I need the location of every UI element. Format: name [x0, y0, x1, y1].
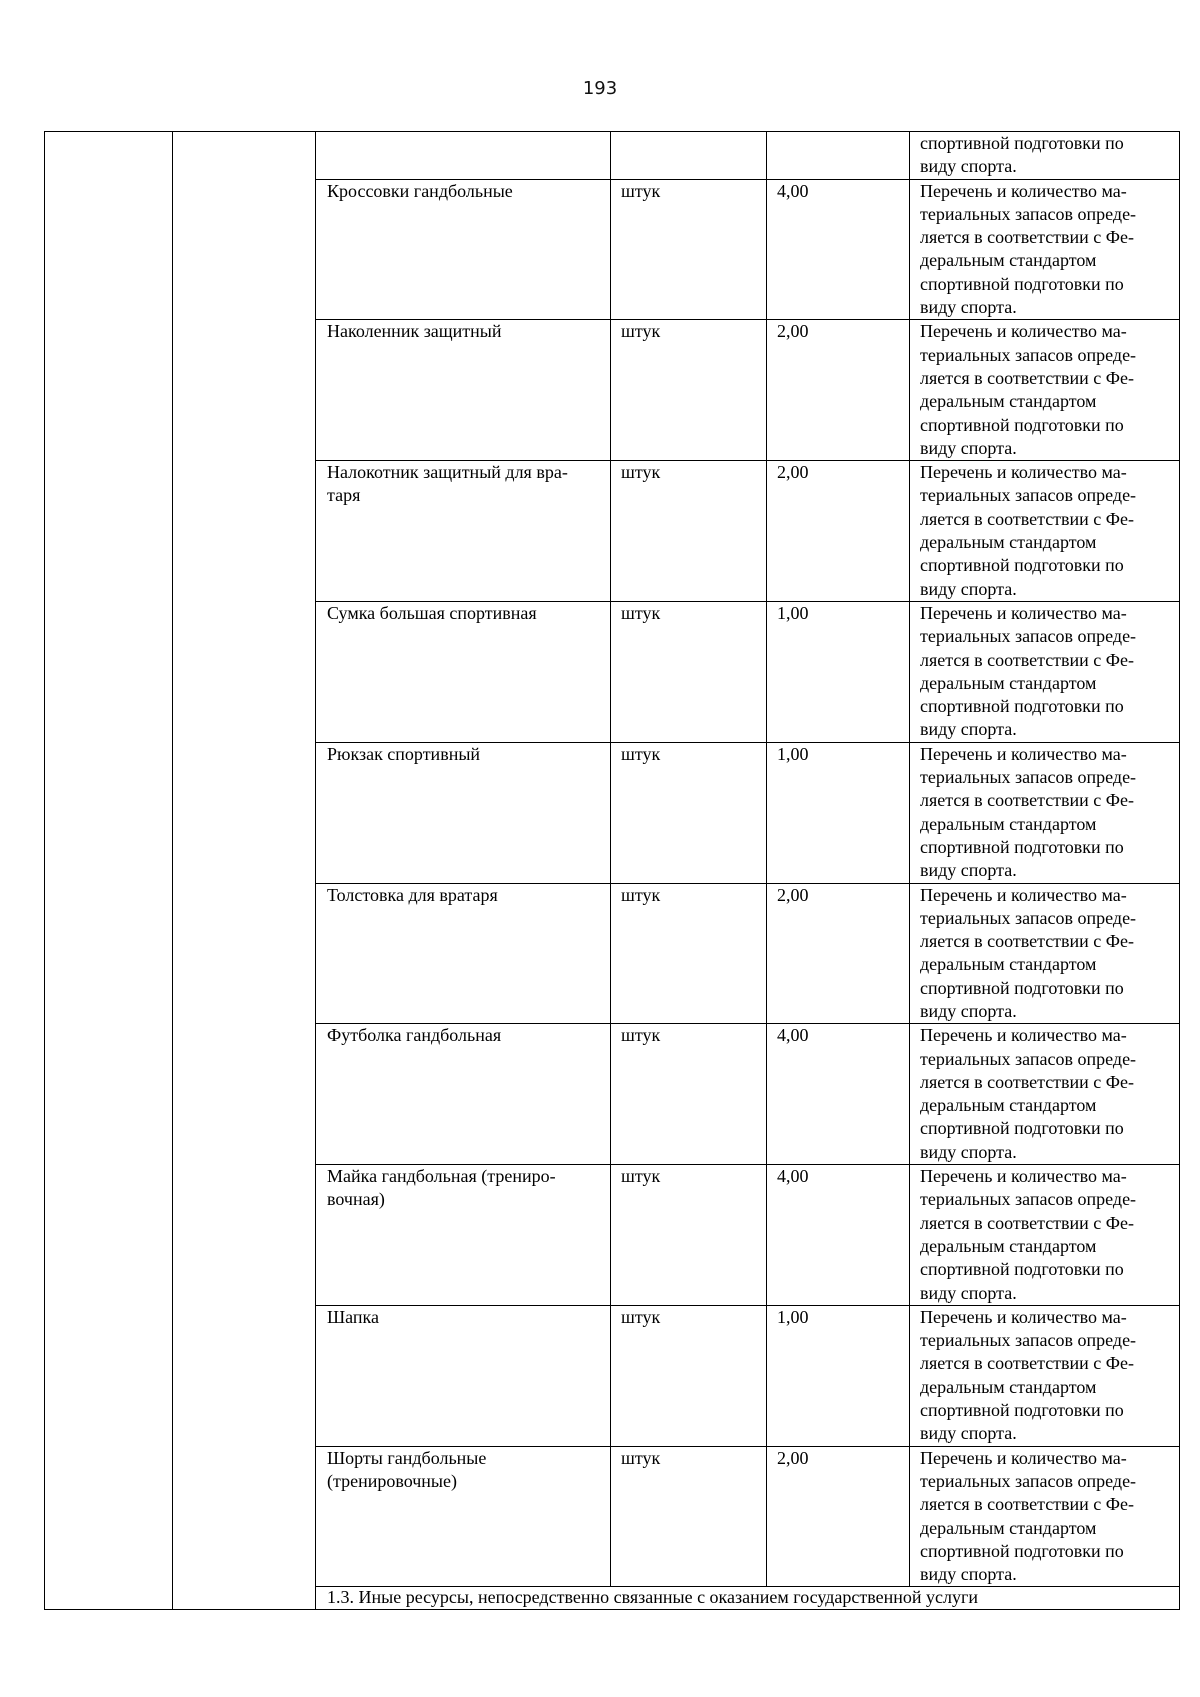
note-line: ляется в соответствии с Фе- — [920, 367, 1135, 388]
unit-cell: штук — [611, 320, 767, 461]
item-name-cell — [316, 742, 611, 883]
item-name-line: Шапка — [327, 1306, 380, 1327]
note-line: Перечень и количество ма- — [920, 743, 1127, 764]
note-line: виду спорта. — [920, 1423, 1017, 1444]
item-name-line: Наколенник защитный — [327, 321, 502, 342]
item-name-line: Толстовка для вратаря — [327, 884, 498, 905]
quantity-cell: 4,00 — [767, 179, 910, 320]
note-line: ляется в соответствии с Фе- — [920, 227, 1135, 248]
note-line: ляется в соответствии с Фе- — [920, 508, 1135, 529]
note-line: териальных запасов опреде- — [920, 907, 1137, 928]
note-line: ляется в соответствии с Фе- — [920, 1071, 1135, 1092]
note-cell — [910, 1446, 1180, 1587]
note-line: Перечень и количество ма- — [920, 884, 1127, 905]
note-line: Перечень и количество ма- — [920, 602, 1127, 623]
note-line: виду спорта. — [920, 860, 1017, 881]
note-line: виду спорта. — [920, 1000, 1017, 1021]
note-line: деральным стандартом — [920, 1235, 1097, 1256]
note-line: ляется в соответствии с Фе- — [920, 1212, 1135, 1233]
note-line: спортивной подготовки по — [920, 555, 1124, 576]
note-line: териальных запасов опреде- — [920, 767, 1137, 788]
page-number: 193 — [582, 78, 618, 99]
note-cell — [910, 742, 1180, 883]
unit-cell: штук — [611, 1305, 767, 1446]
unit-cell: штук — [611, 461, 767, 602]
note-line: деральным стандартом — [920, 672, 1097, 693]
note-line: териальных запасов опреде- — [920, 1048, 1137, 1069]
note-line: спортивной подготовки по — [920, 273, 1124, 294]
note-line: Перечень и количество ма- — [920, 1306, 1127, 1327]
note-line: виду спорта. — [920, 719, 1017, 740]
note-cell — [910, 461, 1180, 602]
note-line: Перечень и количество ма- — [920, 1166, 1127, 1187]
item-name-line: Сумка большая спортивная — [327, 602, 537, 623]
unit-cell: штук — [611, 1024, 767, 1165]
note-line: виду спорта. — [920, 1282, 1017, 1303]
item-name-cell — [316, 1165, 611, 1306]
note-line: ляется в соответствии с Фе- — [920, 649, 1135, 670]
unit-cell — [611, 132, 767, 180]
note-line: ляется в соответствии с Фе- — [920, 931, 1135, 952]
item-name-line: Налокотник защитный для вра- — [327, 462, 568, 483]
note-line: спортивной подготовки по — [920, 414, 1124, 435]
note-cell — [910, 1165, 1180, 1306]
note-line: териальных запасов опреде- — [920, 1470, 1137, 1491]
note-line: спортивной подготовки по — [920, 1118, 1124, 1139]
quantity-cell — [767, 132, 910, 180]
quantity-cell: 2,00 — [767, 320, 910, 461]
unit-cell: штук — [611, 179, 767, 320]
quantity-cell: 1,00 — [767, 601, 910, 742]
note-line: виду спорта. — [920, 156, 1017, 177]
note-line: териальных запасов опреде- — [920, 485, 1137, 506]
note-line: териальных запасов опреде- — [920, 344, 1137, 365]
note-line: териальных запасов опреде- — [920, 1189, 1137, 1210]
quantity-cell: 4,00 — [767, 1165, 910, 1306]
unit-cell: штук — [611, 601, 767, 742]
note-line: виду спорта. — [920, 1141, 1017, 1162]
note-line: ляется в соответствии с Фе- — [920, 1494, 1135, 1515]
note-cell — [910, 601, 1180, 742]
note-line: спортивной подготовки по — [920, 133, 1124, 153]
quantity-cell: 4,00 — [767, 1024, 910, 1165]
note-line: деральным стандартом — [920, 1376, 1097, 1397]
note-line: деральным стандартом — [920, 532, 1097, 553]
note-cell — [910, 1024, 1180, 1165]
note-cell — [910, 883, 1180, 1024]
item-name-line: Кроссовки гандбольные — [327, 180, 513, 201]
item-name-line: Футболка гандбольная — [327, 1025, 502, 1046]
note-line: Перечень и количество ма- — [920, 1447, 1127, 1468]
note-line: териальных запасов опреде- — [920, 1330, 1137, 1351]
note-line: виду спорта. — [920, 1564, 1017, 1585]
note-line: спортивной подготовки по — [920, 836, 1124, 857]
item-name-cell — [316, 883, 611, 1024]
note-line: виду спорта. — [920, 437, 1017, 458]
item-name-cell — [316, 1024, 611, 1165]
note-cell — [910, 320, 1180, 461]
note-cell — [910, 132, 1180, 180]
note-line: Перечень и количество ма- — [920, 321, 1127, 342]
note-line: деральным стандартом — [920, 250, 1097, 271]
note-line: виду спорта. — [920, 297, 1017, 318]
item-name-line: Рюкзак спортивный — [327, 743, 481, 764]
quantity-cell: 2,00 — [767, 883, 910, 1024]
note-line: териальных запасов опреде- — [920, 203, 1137, 224]
note-cell — [910, 1305, 1180, 1446]
item-name-line: (тренировочные) — [327, 1470, 458, 1491]
item-name-line: таря — [327, 485, 361, 506]
quantity-cell: 1,00 — [767, 742, 910, 883]
note-line: спортивной подготовки по — [920, 1540, 1124, 1561]
item-name-cell — [316, 601, 611, 742]
note-line: деральным стандартом — [920, 1095, 1097, 1116]
quantity-cell: 2,00 — [767, 461, 910, 602]
item-name-cell — [316, 1446, 611, 1587]
note-line: деральным стандартом — [920, 813, 1097, 834]
item-name-cell — [316, 461, 611, 602]
unit-cell: штук — [611, 883, 767, 1024]
note-cell — [910, 179, 1180, 320]
note-line: спортивной подготовки по — [920, 696, 1124, 717]
note-line: виду спорта. — [920, 578, 1017, 599]
column-2-cell — [173, 132, 316, 1610]
note-line: деральным стандартом — [920, 391, 1097, 412]
note-line: териальных запасов опреде- — [920, 626, 1137, 647]
note-line: деральным стандартом — [920, 1517, 1097, 1538]
note-line: Перечень и количество ма- — [920, 1025, 1127, 1046]
name-cell — [316, 132, 611, 180]
note-line: спортивной подготовки по — [920, 1400, 1124, 1421]
note-line: Перечень и количество ма- — [920, 180, 1127, 201]
item-name-cell — [316, 1305, 611, 1446]
resources-table — [44, 131, 1180, 1610]
note-line: ляется в соответствии с Фе- — [920, 790, 1135, 811]
item-name-line: вочная) — [327, 1189, 385, 1210]
item-name-line: Майка гандбольная (трениро- — [327, 1166, 556, 1187]
unit-cell: штук — [611, 1446, 767, 1587]
note-line: спортивной подготовки по — [920, 1259, 1124, 1280]
item-name-line: Шорты гандбольные — [327, 1447, 487, 1468]
note-line: деральным стандартом — [920, 954, 1097, 975]
note-line: ляется в соответствии с Фе- — [920, 1353, 1135, 1374]
quantity-cell: 1,00 — [767, 1305, 910, 1446]
quantity-cell: 2,00 — [767, 1446, 910, 1587]
unit-cell: штук — [611, 1165, 767, 1306]
item-name-cell — [316, 320, 611, 461]
section-heading-cell — [316, 1587, 1180, 1610]
carryover-row — [45, 132, 1180, 180]
note-line: Перечень и количество ма- — [920, 462, 1127, 483]
note-line: спортивной подготовки по — [920, 977, 1124, 998]
column-1-cell — [45, 132, 173, 1610]
unit-cell: штук — [611, 742, 767, 883]
item-name-cell — [316, 179, 611, 320]
section-heading: 1.3. Иные ресурсы, непосредственно связанные с оказанием государственной услуги — [327, 1587, 979, 1608]
